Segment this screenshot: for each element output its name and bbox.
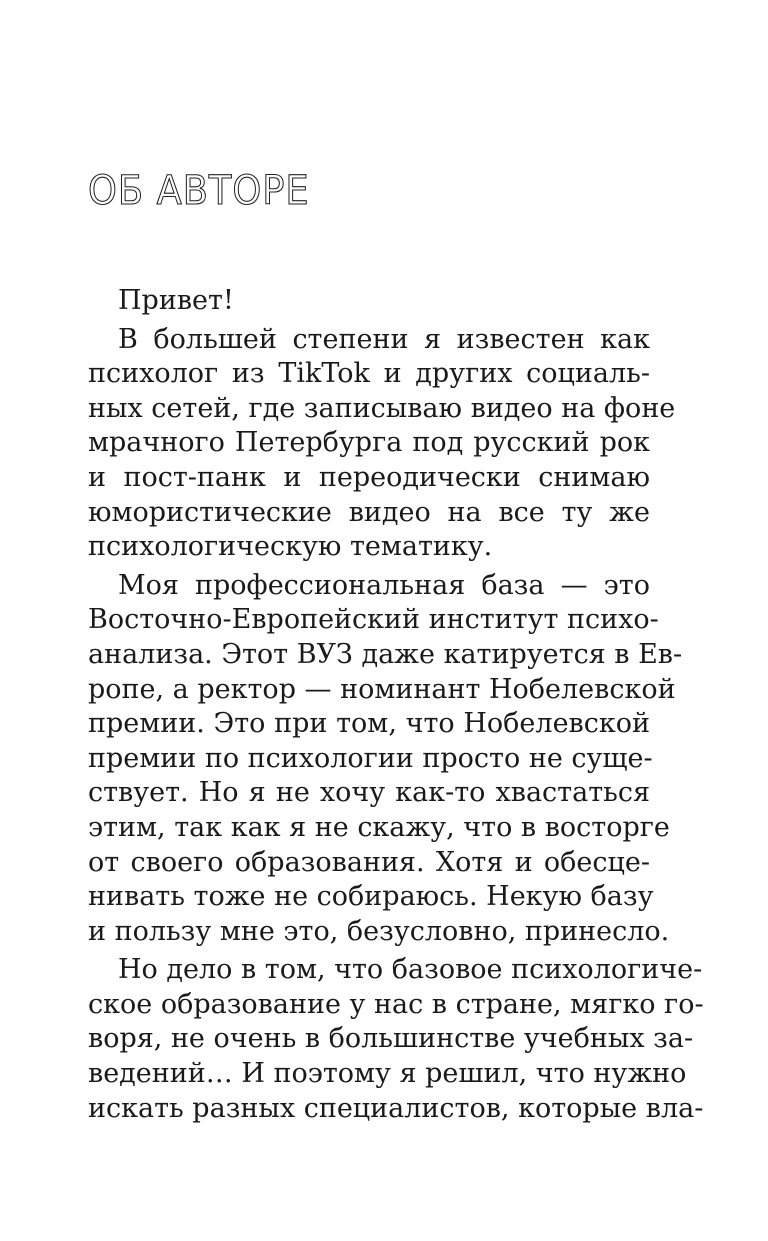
paragraph: [88, 953, 704, 1126]
text-line: воря, не очень в большинстве учебных за-: [88, 1023, 694, 1055]
text-line: нивать тоже не собираюсь. Некую базу: [88, 881, 654, 913]
text-line: от своего образования. Хотя и обесце-: [88, 846, 650, 878]
text-line: Привет!: [118, 285, 234, 316]
chapter-heading-text: ОБ АВТОРЕ: [88, 168, 310, 214]
text-line: анализа. Этот ВУЗ даже катируется в Ев-: [88, 638, 683, 670]
chapter-heading: [88, 168, 329, 214]
text-line: премии. Это при том, что Нобелевской: [88, 708, 650, 740]
text-line: премии по психологии просто не суще-: [88, 742, 653, 774]
text-line: ных сетей, где записываю видео на фоне: [88, 392, 676, 424]
text-line: этим, так как я не скажу, что в восторге: [88, 811, 670, 843]
text-line: Восточно-Европейский институт психо-: [88, 604, 659, 636]
text-line: В большей степени я известен как: [118, 323, 650, 355]
body-text: [88, 284, 704, 1130]
text-line: ропе, а ректор — номинант Нобелевской: [88, 673, 676, 705]
text-line: и пользу мне это, безусловно, принесло.: [88, 915, 670, 947]
text-line: искать разных специалистов, которые вла-: [88, 1092, 704, 1124]
text-line: и пост-панк и переодически снимаю: [88, 461, 650, 493]
text-line: ведений… И поэтому я решил, что нужно: [88, 1058, 687, 1090]
paragraph: [88, 569, 683, 950]
text-line: Моя профессиональная база — это: [118, 569, 650, 601]
text-line: психолог из TikTok и других социаль-: [88, 358, 650, 390]
text-line: юмористические видео на все ту же: [88, 496, 650, 528]
text-line: психологическую тематику.: [88, 531, 493, 563]
text-line: Но дело в том, что базовое психологиче-: [118, 954, 703, 986]
paragraph: [88, 284, 650, 319]
paragraph: [88, 323, 676, 565]
text-line: ствует. Но я не хочу как-то хвастаться: [88, 777, 650, 809]
text-line: ское образование у нас в стране, мягко го-: [88, 988, 704, 1020]
text-line: мрачного Петербурга под русский рок: [88, 427, 650, 459]
